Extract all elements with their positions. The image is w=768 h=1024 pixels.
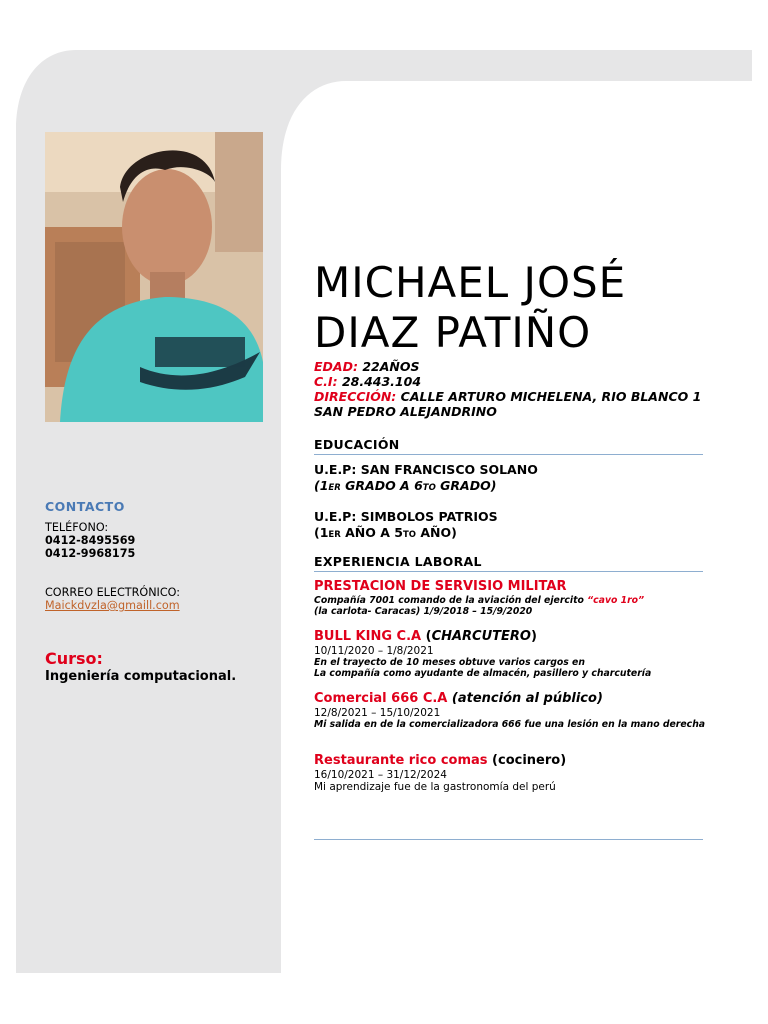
experience-dates: 10/11/2020 – 1/8/2021: [314, 645, 434, 657]
experience-description: (la carlota- Caracas) 1/9/2018 – 15/9/2020: [314, 606, 533, 617]
school-grades: (1ER GRADO A 6TO GRADO): [314, 478, 497, 493]
experience-description: En el trayecto de 10 meses obtuve varios cargos en: [314, 657, 585, 668]
email-block: [45, 586, 180, 612]
experience-item: [314, 629, 709, 679]
company-name: Restaurante rico comas (cocinero): [314, 753, 567, 768]
experience-item: [314, 691, 709, 730]
phone-block: [45, 521, 135, 560]
education-divider: [314, 454, 703, 455]
school-name: U.E.P: SAN FRANCISCO SOLANO: [314, 462, 538, 477]
address-label: DIRECCIÓN:: [314, 389, 397, 404]
personal-info: [314, 359, 714, 419]
age-label: EDAD:: [314, 359, 358, 374]
experience-item: [314, 579, 709, 617]
course-label: Curso:: [45, 649, 103, 668]
name-line-2: DIAZ PATIÑO: [314, 308, 592, 357]
experience-description: Compañía 7001 comando de la aviación del ejercito “cavo 1ro”: [314, 595, 645, 606]
company-name: PRESTACION DE SERVISIO MILITAR: [314, 579, 567, 594]
phone-number: 0412-9968175: [45, 547, 136, 560]
address-row: [314, 389, 714, 419]
experience-dates: 12/8/2021 – 15/10/2021: [314, 707, 441, 719]
phone-number: 0412-8495569: [45, 534, 136, 547]
phone-label: TELÉFONO:: [45, 521, 109, 534]
email-link[interactable]: Maickdvzla@gmaill.com: [45, 599, 180, 612]
experience-heading: EXPERIENCIA LABORAL: [314, 554, 482, 569]
experience-description: La compañía como ayudante de almacén, pasillero y charcutería: [314, 668, 652, 679]
education-item: [314, 509, 498, 543]
ci-row: [314, 374, 714, 389]
school-grades: (1ER AÑO A 5TO AÑO): [314, 525, 457, 540]
company-name: Comercial 666 C.A (atención al público): [314, 691, 603, 706]
full-name: [314, 258, 626, 358]
profile-photo: [45, 132, 263, 422]
experience-description: Mi aprendizaje fue de la gastronomía del perú: [314, 781, 556, 793]
age-value: 22AÑOS: [362, 359, 420, 374]
ci-label: C.I:: [314, 374, 338, 389]
name-line-1: MICHAEL JOSÉ: [314, 258, 627, 307]
email-label: CORREO ELECTRÓNICO:: [45, 586, 181, 599]
experience-dates: 16/10/2021 – 31/12/2024: [314, 769, 447, 781]
company-name: BULL KING C.A (CHARCUTERO): [314, 629, 537, 644]
experience-divider: [314, 571, 703, 572]
education-heading: EDUCACIÓN: [314, 437, 400, 452]
experience-description: Mi salida en de la comercializadora 666 fue una lesión en la mano derecha: [314, 719, 706, 730]
school-name: U.E.P: SIMBOLOS PATRIOS: [314, 509, 498, 524]
education-item: [314, 462, 538, 496]
experience-item: [314, 753, 709, 793]
contact-heading: CONTACTO: [45, 499, 125, 514]
ci-value: 28.443.104: [341, 374, 422, 389]
address-value: CALLE ARTURO MICHELENA, RIO BLANCO 1 SAN PEDRO ALEJANDRINO: [314, 389, 702, 419]
course-value: Ingeniería computacional.: [45, 669, 237, 684]
bottom-divider: [314, 839, 703, 840]
age-row: [314, 359, 714, 374]
